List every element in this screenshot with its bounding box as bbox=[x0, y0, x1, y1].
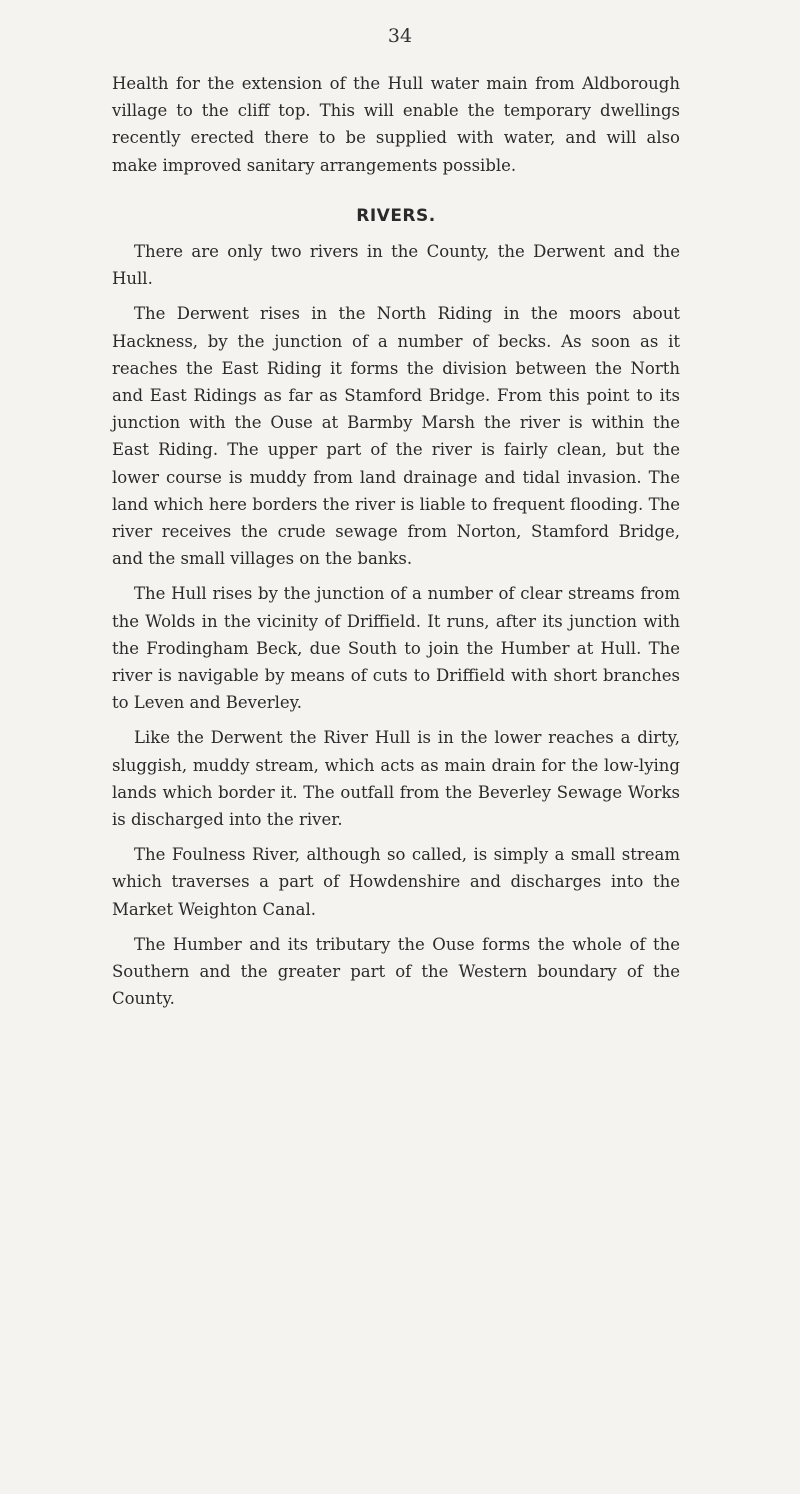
rivers-paragraph-4: Like the Derwent the River Hull is in the lower reaches a dirty, sluggish, muddy stream, which acts as main drain for the low-lying lands which border it. The outfall from the Beverley Sewage Works is discharged into the river. bbox=[112, 728, 680, 830]
rivers-paragraph-1: There are only two rivers in the County, the Derwent and the Hull. bbox=[112, 242, 680, 289]
rivers-paragraph-6: The Humber and its tributary the Ouse forms the whole of the Southern and the greater part of the Western boundary of the County. bbox=[112, 934, 680, 1009]
section-heading-rivers: RIVERS. bbox=[356, 205, 436, 226]
rivers-paragraph-5: The Foulness River, although so called, is simply a small stream which traverses a part of Howdenshire and discharges into the Market Weighton Canal. bbox=[112, 845, 680, 919]
page-number: 34 bbox=[387, 25, 413, 47]
page-body bbox=[112, 70, 680, 1013]
rivers-paragraph-2: The Derwent rises in the North Riding in the moors about Hackness, by the junction of a number of becks. As soon as it reaches the East Riding it forms the division between the North and East Ridings as far as Stamford Bridge. From this point to its junction with the Ouse at Barmby Marsh the river is within the East Riding. The upper part of the river is fairly clean, but the lower course is muddy from land drainage and tidal invasion. The land which here borders the river is liable to frequent flooding. The river receives the crude sewage from Norton, Stamford Bridge, and the small villages on the banks. bbox=[112, 304, 680, 569]
intro-paragraph: Health for the extension of the Hull water main from Aldborough village to the cliff top. This will enable the temporary dwellings recently erected there to be supplied with water, and will also make improved sanitary arrangements possible. bbox=[112, 74, 680, 175]
rivers-paragraph-3: The Hull rises by the junction of a number of clear streams from the Wolds in the vicinity of Driffield. It runs, after its junction with the Frodingham Beck, due South to join the Humber at Hull. The river is navigable by means of cuts to Driffield with short branches to Leven and Beverley. bbox=[112, 584, 680, 713]
